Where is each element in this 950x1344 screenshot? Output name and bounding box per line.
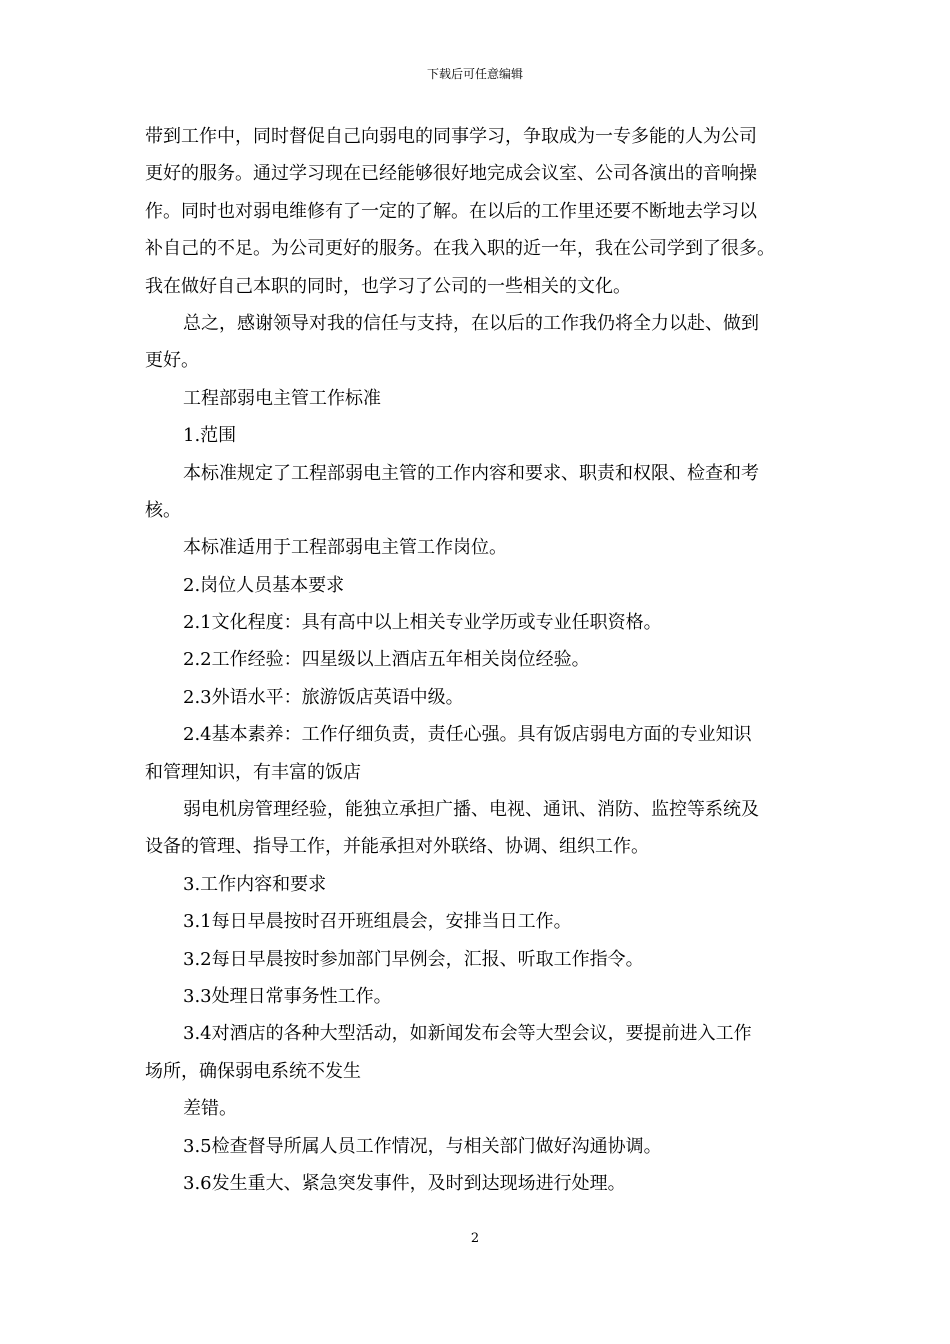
- text-line: 3.2每日早晨按时参加部门早例会，汇报、听取工作指令。: [183, 948, 644, 970]
- text-line: 我在做好自己本职的同时，也学习了公司的一些相关的文化。: [145, 275, 631, 297]
- text-line: 更好。: [145, 350, 199, 372]
- page-number: 2: [470, 1231, 480, 1246]
- text-line: 3.1每日早晨按时召开班组晨会，安排当日工作。: [183, 911, 572, 933]
- text-line: 3.4对酒店的各种大型活动，如新闻发布会等大型会议，要提前进入工作: [183, 1023, 752, 1045]
- text-line: 更好的服务。通过学习现在已经能够很好地完成会议室、公司各演出的音响操: [145, 163, 757, 185]
- text-line: 2.岗位人员基本要求: [183, 574, 345, 596]
- text-line: 设备的管理、指导工作，并能承担对外联络、协调、组织工作。: [145, 836, 649, 858]
- text-line: 3.3处理日常事务性工作。: [183, 985, 392, 1007]
- text-line: 总之，感谢领导对我的信任与支持，在以后的工作我仍将全力以赴、做到: [183, 312, 759, 334]
- text-line: 2.3外语水平：旅游饭店英语中级。: [183, 686, 464, 708]
- text-line: 工程部弱电主管工作标准: [183, 387, 381, 409]
- page-header: 下载后可任意编辑: [426, 67, 523, 81]
- text-line: 3.工作内容和要求: [183, 873, 327, 895]
- text-line: 核。: [145, 499, 181, 521]
- text-line: 差错。: [183, 1098, 237, 1120]
- text-line: 作。同时也对弱电维修有了一定的了解。在以后的工作里还要不断地去学习以: [145, 200, 757, 222]
- text-line: 2.4基本素养：工作仔细负责，责任心强。具有饭店弱电方面的专业知识: [183, 724, 752, 746]
- text-line: 本标准适用于工程部弱电主管工作岗位。: [183, 537, 507, 559]
- document-body: [145, 118, 825, 1202]
- text-line: 2.2工作经验：四星级以上酒店五年相关岗位经验。: [183, 649, 590, 671]
- text-line: 补自己的不足。为公司更好的服务。在我入职的近一年，我在公司学到了很多。: [145, 238, 775, 260]
- text-line: 场所，确保弱电系统不发生: [145, 1060, 361, 1082]
- text-line: 1.范围: [183, 425, 237, 447]
- text-line: 3.5检查督导所属人员工作情况，与相关部门做好沟通协调。: [183, 1135, 662, 1157]
- text-line: 2.1文化程度：具有高中以上相关专业学历或专业任职资格。: [183, 612, 662, 634]
- text-line: 弱电机房管理经验，能独立承担广播、电视、通讯、消防、监控等系统及: [183, 799, 759, 821]
- text-line: 本标准规定了工程部弱电主管的工作内容和要求、职责和权限、检查和考: [183, 462, 759, 484]
- text-line: 3.6发生重大、紧急突发事件，及时到达现场进行处理。: [183, 1172, 626, 1194]
- text-line: 和管理知识，有丰富的饭店: [145, 761, 361, 783]
- text-line: 带到工作中，同时督促自己向弱电的同事学习，争取成为一专多能的人为公司: [145, 126, 757, 147]
